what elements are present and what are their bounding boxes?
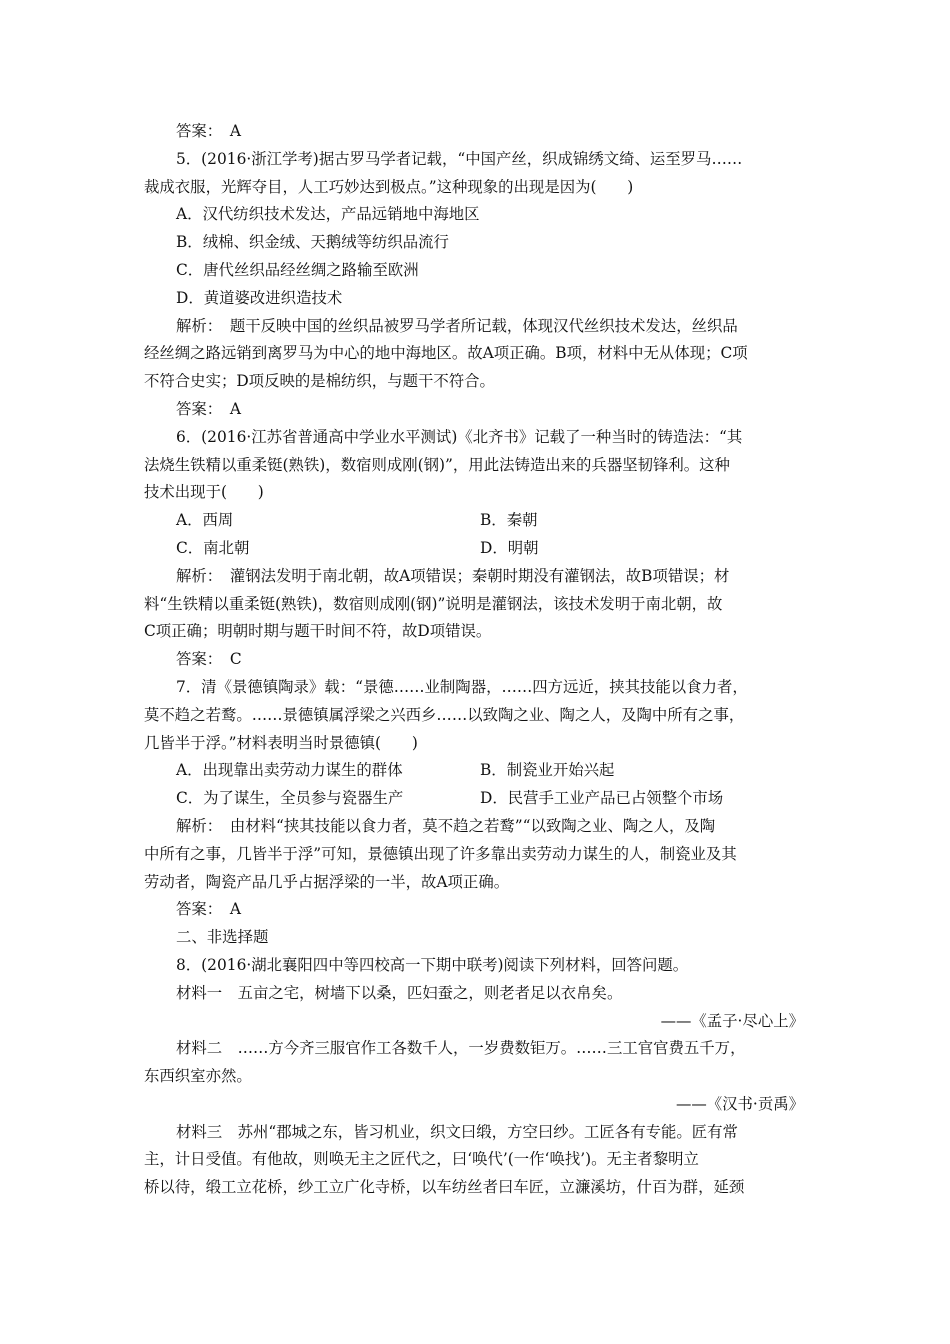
answer-line: 答案： A <box>176 900 241 919</box>
answer-line: 答案： A <box>176 122 241 140</box>
analysis-line-cont: 经丝绸之路远销到离罗马为中心的地中海地区。故A项正确。B项，材料中无从体现；C项 <box>144 344 748 363</box>
material-2: 材料二 ……方今齐三服官作工各数千人，一岁费数钜万。……三工官官费五千万， <box>176 1039 746 1058</box>
question-7-stem-cont: 几皆半于浮。”材料表明当时景德镇( ) <box>144 733 418 752</box>
option-d: D．民营手工业产品已占领整个市场 <box>480 789 724 808</box>
option-c: C．南北朝 <box>176 538 250 557</box>
option-d: D．明朝 <box>480 538 539 557</box>
analysis-line-cont: 中所有之事，几皆半于浮”可知，景德镇出现了许多靠出卖劳动力谋生的人，制瓷业及其 <box>144 844 737 863</box>
option-d: D．黄道婆改进织造技术 <box>176 288 343 307</box>
option-row <box>144 785 808 813</box>
option-b: B．制瓷业开始兴起 <box>480 761 615 780</box>
option-c: C．唐代丝织品经丝绸之路输至欧洲 <box>176 260 419 279</box>
material-1: 材料一 五亩之宅，树墙下以桑，匹妇蚕之，则老者足以衣帛矣。 <box>176 983 623 1002</box>
analysis-line-cont: 不符合史实；D项反映的是棉纺织，与题干不符合。 <box>144 372 495 391</box>
option-a: A．西周 <box>176 511 234 530</box>
question-7-stem-cont: 莫不趋之若鹜。……景德镇属浮梁之兴西乡……以致陶之业、陶之人，及陶中所有之事， <box>144 705 745 724</box>
material-2-source: ——《汉书·贡禹》 <box>675 1094 804 1113</box>
analysis-line-cont: 劳动者，陶瓷产品几乎占据浮梁的一半，故A项正确。 <box>144 872 510 891</box>
analysis-line-cont: C项正确；明朝时期与题干时间不符，故D项错误。 <box>144 622 492 641</box>
question-6-stem-cont: 法烧生铁精以重柔铤(熟铁)，数宿则成刚(钢)”，用此法铸造出来的兵器坚韧锋利。这种 <box>144 455 730 474</box>
option-a: A．出现靠出卖劳动力谋生的群体 <box>176 761 403 780</box>
option-b: B．绒棉、织金绒、天鹅绒等纺织品流行 <box>176 233 449 252</box>
section-heading: 二、非选择题 <box>176 928 269 947</box>
material-1-source: ——《孟子·尽心上》 <box>660 1011 804 1030</box>
analysis-line: 解析： 题干反映中国的丝织品被罗马学者所记载，体现汉代丝织技术发达，丝织品 <box>176 316 738 335</box>
option-b: B．秦朝 <box>480 511 538 530</box>
option-a: A．汉代纺织技术发达，产品远销地中海地区 <box>176 205 480 224</box>
option-row <box>144 535 808 563</box>
question-5-stem-cont: 裁成衣服，光辉夺目，人工巧妙达到极点。”这种现象的出现是因为( ) <box>144 177 634 196</box>
material-3-cont: 主，计日受值。有他故，则唤无主之匠代之，曰‘唤代’(一作‘唤找’)。无主者黎明立 <box>144 1150 699 1169</box>
material-2-cont: 东西织室亦然。 <box>144 1067 252 1086</box>
question-5-stem: 5．(2016·浙江学考)据古罗马学者记载，“中国产丝，织成锦绣文绮、运至罗马…… <box>176 149 743 168</box>
option-c: C．为了谋生，全员参与瓷器生产 <box>176 789 404 808</box>
material-3: 材料三 苏州“郡城之东，皆习机业，织文曰缎，方空曰纱。工匠各有专能。匠有常 <box>176 1122 738 1141</box>
answer-line: 答案： A <box>176 399 241 418</box>
document-page <box>144 118 808 1202</box>
answer-line: 答案： C <box>176 650 242 669</box>
analysis-line: 解析： 由材料“挟其技能以食力者，莫不趋之若鹜”“以致陶之业、陶之人，及陶 <box>176 816 716 835</box>
option-row <box>144 507 808 535</box>
question-8-stem: 8．(2016·湖北襄阳四中等四校高一下期中联考)阅读下列材料，回答问题。 <box>176 955 689 974</box>
question-6-stem-cont: 技术出现于( ) <box>144 483 264 502</box>
analysis-line: 解析： 灌钢法发明于南北朝，故A项错误；秦朝时期没有灌钢法，故B项错误；材 <box>176 566 730 585</box>
option-row <box>144 757 808 785</box>
material-3-cont: 桥以待，缎工立花桥，纱工立广化寺桥，以车纺丝者曰车匠，立濂溪坊，什百为群，延颈 <box>144 1178 745 1197</box>
analysis-line-cont: 料“生铁精以重柔铤(熟铁)，数宿则成刚(钢)”说明是灌钢法，该技术发明于南北朝，故 <box>144 594 723 613</box>
question-7-stem: 7．清《景德镇陶录》载：“景德……业制陶器，……四方远近，挟其技能以食力者， <box>176 677 748 696</box>
question-6-stem: 6．(2016·江苏省普通高中学业水平测试)《北齐书》记载了一种当时的铸造法：“其 <box>176 427 743 446</box>
